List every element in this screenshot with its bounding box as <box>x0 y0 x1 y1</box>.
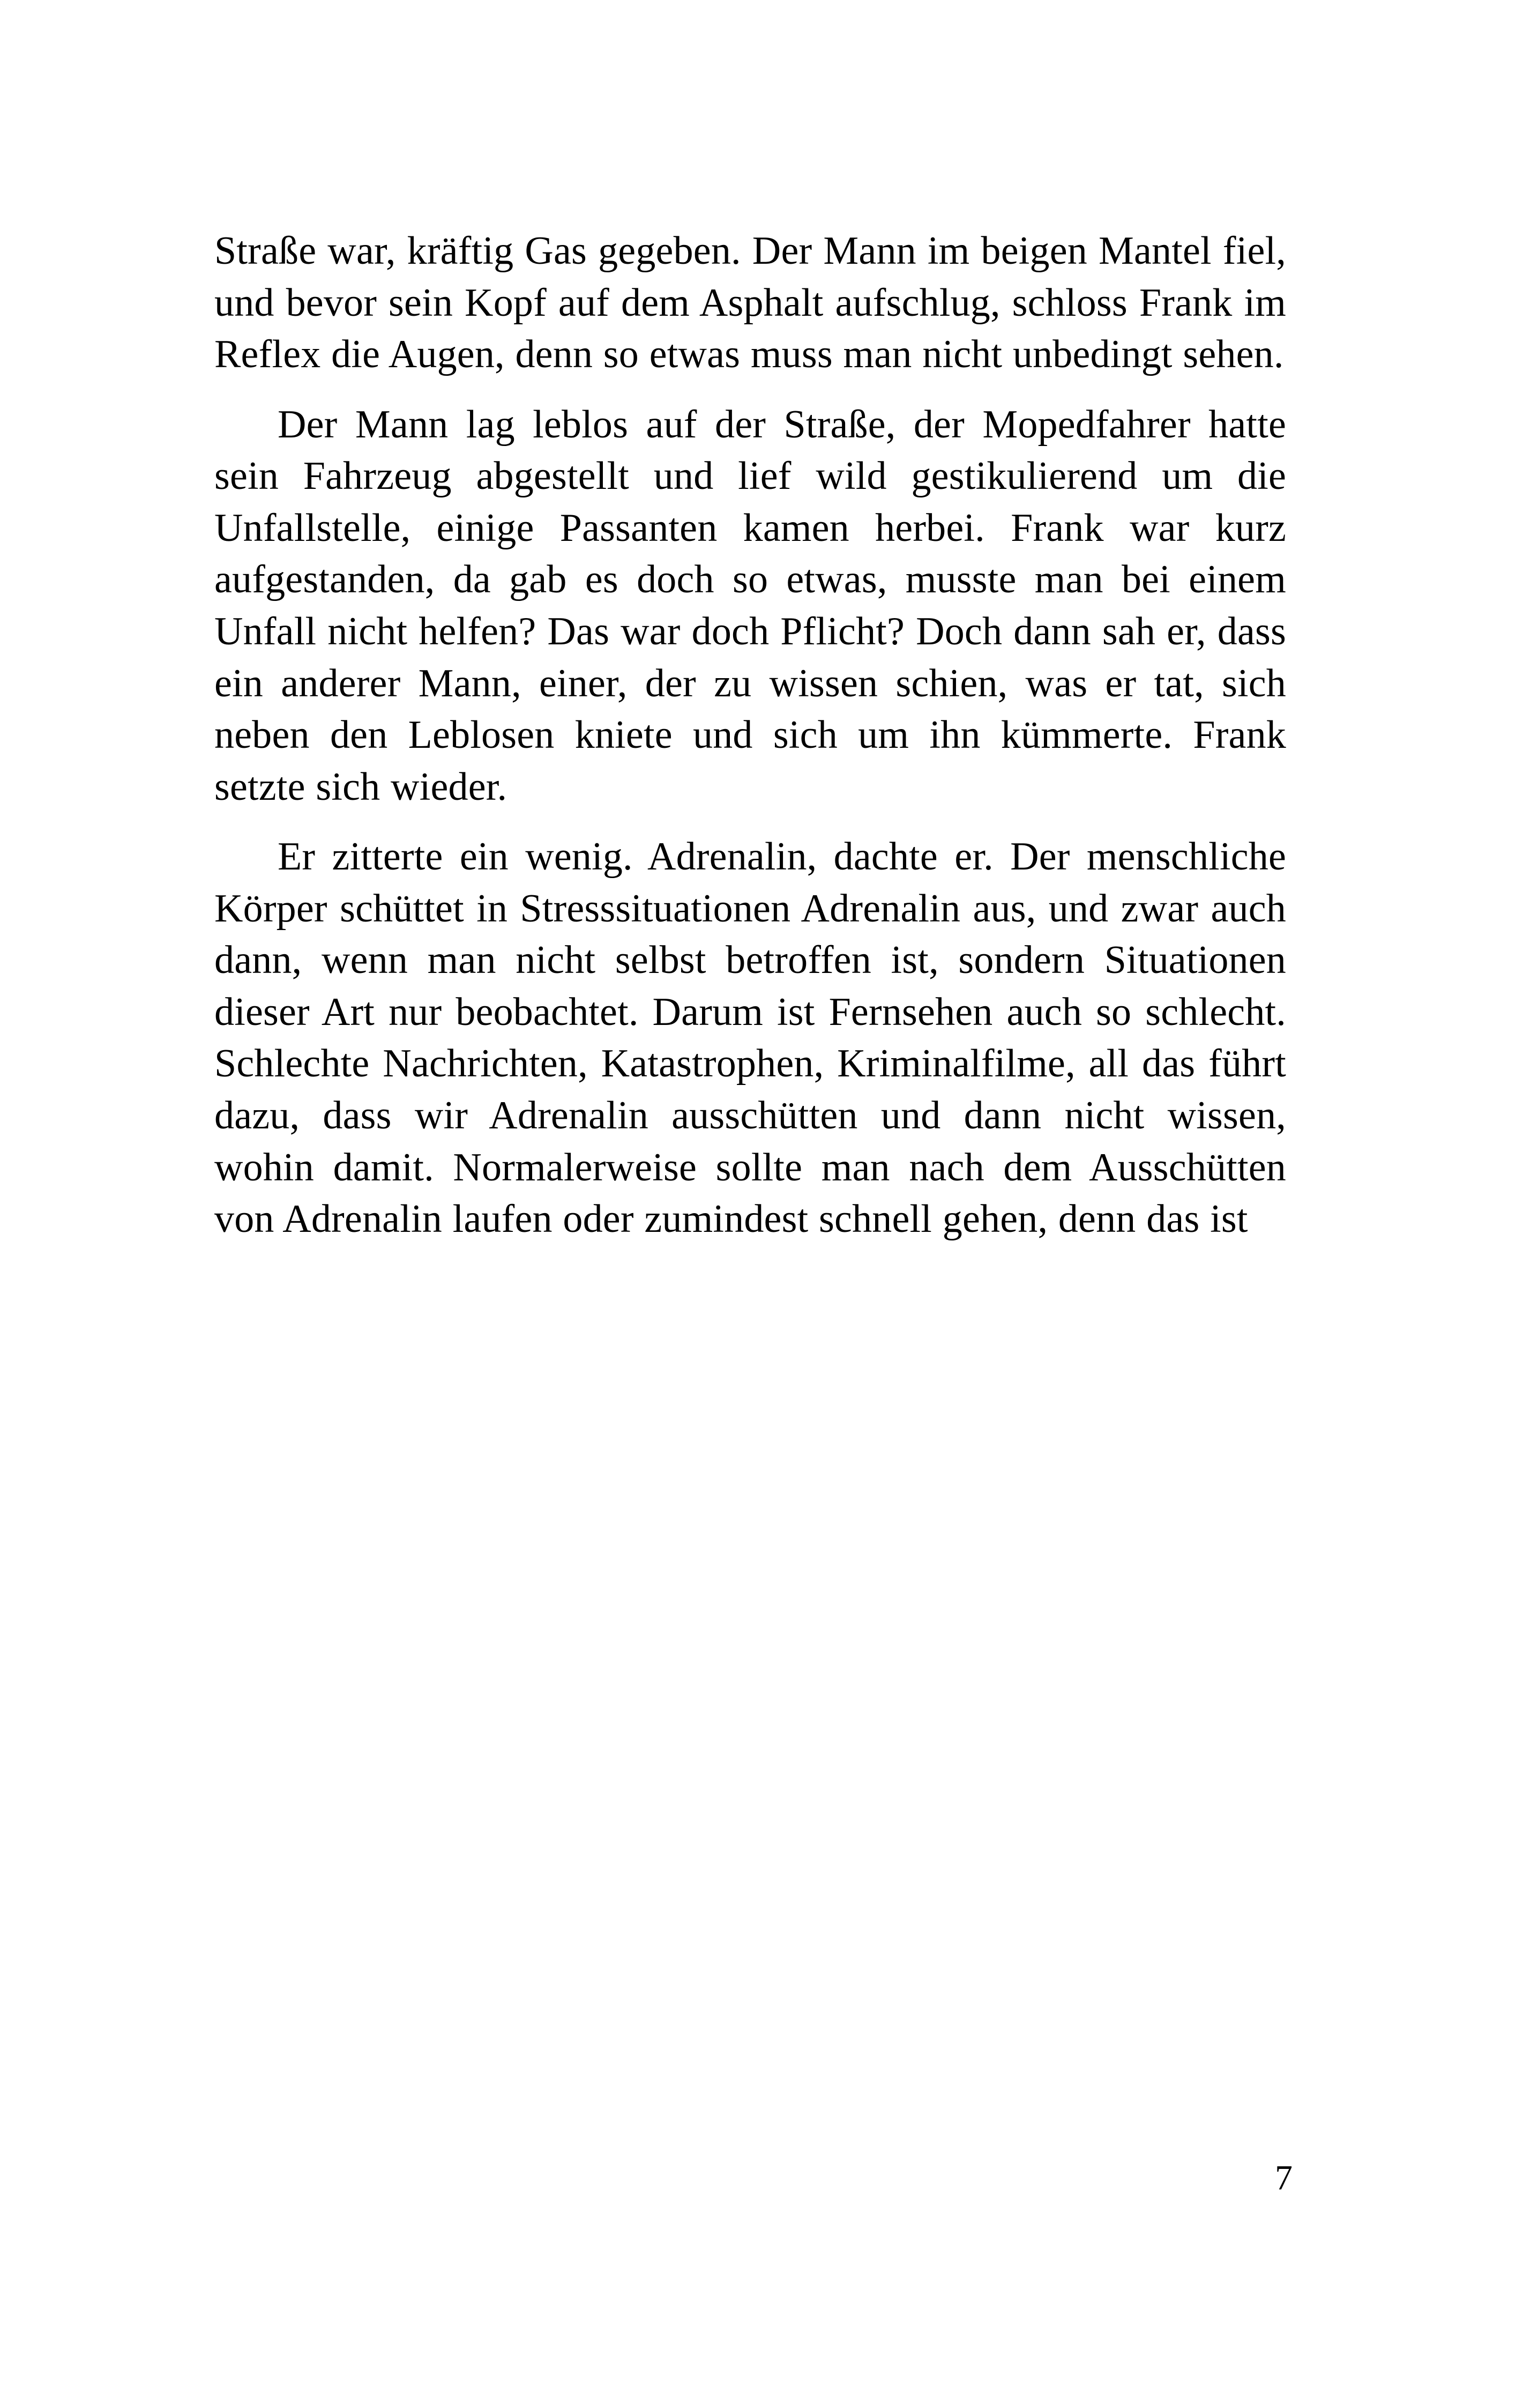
paragraph: Straße war, kräftig Gas gegeben. Der Mann im beigen Mantel fiel, und bevor sein Kopf auf dem Asphalt aufschlug, schloss Frank im Reflex die Augen, denn so etwas muss man nicht unbedingt sehen. <box>214 229 1286 377</box>
page-number: 7 <box>1275 2158 1293 2197</box>
paragraph: Der Mann lag leblos auf der Straße, der Mopedfahrer hatte sein Fahrzeug abgestellt und lief wild gestikulierend um die Unfallstelle, einige Passanten kamen herbei. Frank war kurz aufgestanden, da gab es doch so etwas, musste man bei einem Unfall nicht helfen? Das war doch Pflicht? Doch dann sah er, dass ein anderer Mann, einer, der zu wissen schien, was er tat, sich neben den Leblosen kniete und sich um ihn kümmerte. Frank setzte sich wieder. <box>214 402 1286 809</box>
paragraph: Er zitterte ein wenig. Adrenalin, dachte er. Der menschliche Körper schüttet in Stresssituationen Adrenalin aus, und zwar auch dann, wenn man nicht selbst betroffen ist, sondern Situationen dieser Art nur beobachtet. Darum ist Fernsehen auch so schlecht. Schlechte Nachrichten, Katastrophen, Kriminalfilme, all das führt dazu, dass wir Adrenalin ausschütten und dann nicht wissen, wohin damit. Normalerweise sollte man nach dem Ausschütten von Adrenalin laufen oder zumindest schnell gehen, denn das ist <box>214 835 1286 1242</box>
body-text-column <box>214 225 1286 1245</box>
